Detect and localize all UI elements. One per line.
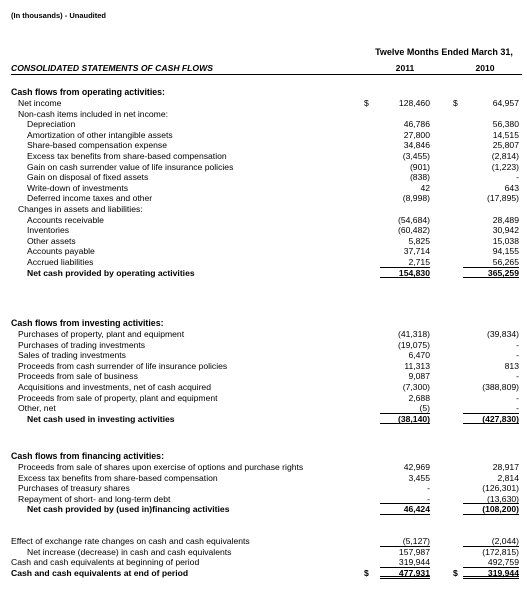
table-row [0,151,527,162]
total-2010: (108,200) [463,504,519,515]
table-row [0,193,527,204]
value-2010: (1,223) [491,161,519,172]
value-2010: (2,814) [491,150,519,161]
total-label: Net cash used in investing activities [27,413,175,424]
row-label: Cash and cash equivalents at beginning of period [11,557,200,568]
value-2011: (901) [409,161,430,172]
value-2011: (3,455) [402,150,430,161]
currency-symbol: $ [453,567,458,578]
table-row [0,494,527,505]
statement-title: CONSOLIDATED STATEMENTS OF CASH FLOWS [11,63,213,73]
row-label: Acquisitions and investments, net of cash acquired [18,381,211,392]
value-2010: - [516,350,519,361]
value-2010: 813 [504,360,519,371]
total-2010: (427,830) [463,414,519,425]
value-2010: 94,155 [492,246,519,257]
value-2011: (5) [380,403,430,414]
table-row [0,462,527,473]
table-row [0,382,527,393]
table-row [0,246,527,257]
value-2011: 11,313 [404,360,430,371]
table-row [0,257,527,268]
value-2010: 56,265 [463,257,519,268]
header-rule [11,74,522,75]
row-label: Excess tax benefits from share-based compensation [18,472,218,483]
value-2011: 34,846 [403,140,430,151]
value-2011: (60,482) [397,225,430,236]
value-2010: 28,489 [492,214,519,225]
value-2010: 25,807 [492,140,519,151]
value-2011: 46,786 [403,119,430,130]
total-label: Net cash provided by (used in)financing activities [27,504,230,515]
total-label: Net cash provided by operating activities [27,267,195,278]
value-2010: 28,917 [492,462,519,472]
row-label: Net income [18,98,62,108]
row-label: Excess tax benefits from share-based compensation [27,150,227,161]
period-header: Twelve Months Ended March 31, [375,47,513,57]
row-label: Inventories [27,225,70,236]
table-row [0,557,527,568]
row-label: Proceeds from sale of property, plant and equipment [18,392,218,403]
total-row [0,414,527,425]
currency-symbol: $ [453,98,458,108]
row-label: Other, net [18,403,56,414]
section-title: Cash flows from investing activities: [11,318,164,328]
value-2010: 2,814 [497,472,519,483]
value-2011: (7,300) [402,381,430,392]
value-2011: 319,944 [380,557,430,568]
ending-cash-row [0,568,527,579]
value-2010: 15,038 [492,235,519,246]
value-2011: 5,825 [408,235,430,246]
value-2011: 37,714 [403,246,430,257]
value-2010: 319,944 [463,568,519,580]
summary-section [0,536,527,578]
value-2010: (2,044) [463,536,519,547]
row-label: Purchases of property, plant and equipment [18,329,185,339]
value-2011: (41,318) [397,329,430,339]
table-row [0,350,527,361]
value-2011: 128,460 [398,98,430,108]
value-2011: (8,998) [402,193,430,204]
table-row [0,225,527,236]
currency-symbol: $ [364,567,369,578]
value-2011: 27,800 [403,129,430,140]
value-2010: - [516,392,519,403]
total-2011: 154,830 [380,268,430,279]
row-label: Sales of trading investments [18,350,126,361]
year-2011-header: 2011 [395,63,415,73]
row-label: Purchases of treasury shares [18,483,130,494]
year-2010-header: 2010 [475,63,495,73]
value-2010: (388,809) [482,381,519,392]
value-2010: - [516,371,519,382]
table-row [0,361,527,372]
table-row [0,215,527,226]
row-label: Net increase (decrease) in cash and cash equivalents [27,546,232,557]
total-2010: 365,259 [463,268,519,279]
table-row [0,162,527,173]
table-row [0,140,527,151]
row-label: Gain on cash surrender value of life insurance policies [27,161,234,172]
row-label: Accounts receivable [27,214,104,225]
table-row [0,536,527,547]
value-2011: (5,127) [380,536,430,547]
row-label: Non-cash items included in net income: [18,108,168,119]
value-2011: 3,455 [408,472,430,483]
table-row [0,547,527,558]
section-title: Cash flows from financing activities: [11,451,164,461]
total-2011: 46,424 [380,504,430,515]
value-2010: (126,301) [482,483,519,494]
table-row [0,473,527,484]
row-label: Accrued liabilities [27,256,94,267]
value-2011: 42,969 [403,462,430,472]
value-2010: - [463,403,519,414]
table-row [0,236,527,247]
row-label: Repayment of short- and long-term debt [18,493,171,504]
value-2011: (19,075) [397,339,430,350]
row-label: Changes in assets and liabilities: [18,203,143,214]
table-row [0,109,527,120]
value-2011: (54,684) [397,214,430,225]
row-label: Amortization of other intangible assets [27,129,173,140]
value-2011: 157,987 [398,546,430,557]
total-row [0,504,527,515]
row-label: Gain on disposal of fixed assets [27,172,149,183]
value-2010: (172,815) [482,546,519,557]
financing-section [0,451,527,515]
value-2010: 492,759 [463,557,519,568]
table-row [0,371,527,382]
row-label: Share-based compensation expense [27,140,167,151]
value-2011: 6,470 [408,350,430,361]
value-2010: 56,380 [492,119,519,130]
units-note: (In thousands) - Unaudited [11,11,106,20]
value-2010: (13,630) [463,494,519,505]
value-2011: (838) [409,172,430,183]
table-row [0,403,527,414]
row-label: Cash and cash equivalents at end of period [11,567,189,578]
section-title: Cash flows from operating activities: [11,87,165,97]
row-label: Depreciation [27,119,76,130]
value-2010: 30,942 [492,225,519,236]
row-label: Other assets [27,235,76,246]
table-row [0,183,527,194]
currency-symbol: $ [364,98,369,108]
table-row [0,340,527,351]
value-2011: - [427,483,430,494]
row-label: Effect of exchange rate changes on cash and cash equivalents [11,536,250,546]
row-label: Accounts payable [27,246,95,257]
row-label: Proceeds from sale of shares upon exercise of options and purchase rights [18,462,304,472]
table-row [0,204,527,215]
table-row [0,172,527,183]
investing-section [0,318,527,424]
value-2010: (17,895) [486,193,519,204]
value-2011: 42 [420,182,430,193]
value-2010: (39,834) [486,329,519,339]
total-row [0,268,527,279]
value-2010: - [516,172,519,183]
table-row [0,393,527,404]
value-2010: 14,515 [492,129,519,140]
table-row [0,329,527,340]
value-2011: 2,715 [380,257,430,268]
value-2011: 2,688 [408,392,430,403]
row-label: Proceeds from cash surrender of life insurance policies [18,360,228,371]
row-label: Deferred income taxes and other [27,193,153,204]
value-2011: 477,931 [380,568,430,580]
row-label: Write-down of investments [27,182,129,193]
total-2011: (38,140) [380,414,430,425]
row-label: Proceeds from sale of business [18,371,138,382]
value-2010: 643 [504,182,519,193]
operating-section [0,87,527,278]
value-2011: 9,087 [408,371,430,382]
value-2010: - [516,339,519,350]
table-row [0,119,527,130]
table-row [0,98,527,109]
value-2011: - [380,494,430,505]
table-row [0,130,527,141]
row-label: Purchases of trading investments [18,339,146,350]
value-2010: 64,957 [492,98,519,108]
table-row [0,483,527,494]
